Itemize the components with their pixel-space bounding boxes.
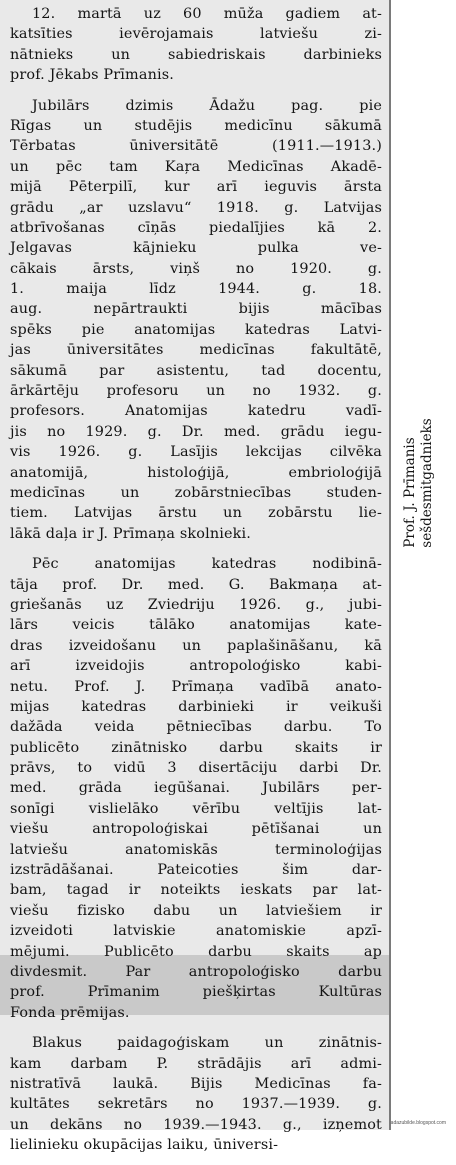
text-line: dažāda veida pētniecības darbu. To — [10, 719, 382, 736]
text-line: vis 1926. g. Lasījis lekcijas cilvēka — [10, 444, 382, 461]
text-line: aug. nepārtraukti bijis mācības — [10, 301, 382, 318]
text-line: jis no 1929. g. Dr. med. grādu iegu- — [10, 423, 382, 440]
side-caption — [394, 398, 444, 568]
text-line: spēks pie anatomijas katedras Latvi- — [10, 321, 382, 338]
text-line: lārs veicis tālāko anatomijas kate- — [10, 617, 382, 634]
text-line: Pēc anatomijas katedras nodibinā- — [32, 556, 382, 573]
text-line: sonīgi vislielāko vērību veltījis lat- — [10, 800, 382, 817]
text-line: med. grāda iegūšanai. Jubilārs per- — [10, 780, 382, 797]
text-line: un dekāns no 1939.—1943. g., izņemot — [10, 1116, 382, 1133]
text-line: atbrīvošanas cīņās piedalījies kā 2. — [10, 219, 382, 236]
text-line: viešu antropoloģiskai pētīšanai un — [10, 821, 382, 838]
column-rule — [389, 0, 391, 1130]
text-line: 12. martā uz 60 mūža gadiem at- — [32, 6, 382, 22]
caption-line-name: Prof. J. Prīmanis — [402, 437, 418, 548]
caption-text — [402, 418, 436, 547]
article-paragraph — [10, 96, 382, 545]
text-line: prāvs, to vidū 3 disertāciju darbi Dr. — [10, 760, 382, 777]
text-line: izstrādāšanai. Pateicoties šim dar- — [10, 862, 382, 879]
text-line: profesors. Anatomijas katedru vadī- — [10, 403, 382, 420]
text-line: nātnieks un sabiedriskais darbinieks — [10, 46, 382, 63]
text-line: katsīties ievērojamais latviešu zi- — [10, 26, 382, 43]
text-line: prof. Prīmanim piešķirtas Kultūras — [10, 984, 382, 1001]
article-paragraph — [10, 4, 382, 86]
text-line: Fonda prēmijas. — [10, 1004, 130, 1021]
text-line: nistratīvā laukā. Bijis Medicīnas fa- — [10, 1075, 382, 1092]
text-line: anatomijā, histoloģijā, embrioloģijā — [10, 464, 382, 481]
text-line: dras izveidošanu un paplašināšanu, kā — [10, 637, 382, 654]
text-line: Jubilārs dzimis Ādažu pag. pie — [32, 97, 382, 114]
text-line: medicīnas un zobārstniecības studen- — [10, 484, 382, 501]
text-line: mējumi. Publicēto darbu skaits ap — [10, 943, 382, 960]
text-line: prof. Jēkabs Prīmanis. — [10, 67, 174, 84]
text-line: bam, tagad ir noteikts ieskats par lat- — [10, 882, 382, 899]
text-line: un pēc tam Kaŗa Medicīnas Akadē- — [10, 158, 382, 175]
text-line: mijas katedras darbinieki ir veikuši — [10, 698, 382, 715]
text-line: sākumā par asistentu, tad docentu, — [10, 362, 382, 379]
text-line: divdesmit. Par antropoloģisko darbu — [10, 963, 382, 980]
caption-line-subtitle: sešdesmitgadnieks — [419, 418, 435, 548]
text-line: Tērbatas ūniversitātē (1911.—1913.) — [10, 138, 382, 155]
article-paragraph — [10, 1033, 382, 1155]
text-line: kultātes sekretārs no 1937.—1939. g. — [10, 1096, 382, 1113]
text-line: Blakus paidagoģiskam un zinātnis- — [32, 1035, 382, 1052]
text-line: kam darbam P. strādājis arī admi- — [10, 1055, 382, 1072]
text-line: 1. maija līdz 1944. g. 18. — [10, 281, 382, 298]
text-line: grādu „ar uzslavu“ 1918. g. Latvijas — [10, 199, 382, 216]
text-line: mijā Pēterpilī, kur arī ieguvis ārsta — [10, 179, 382, 196]
text-line: Rīgas un studējis medicīnu sākumā — [10, 117, 382, 134]
text-line: izveidoti latviskie anatomiskie apzī- — [10, 923, 382, 940]
text-line: tāja prof. Dr. med. G. Bakmaņa at- — [10, 576, 382, 593]
text-line: publicēto zinātnisko darbu skaits ir — [10, 739, 382, 756]
text-line: jas ūniversitātes medicīnas fakultātē, — [10, 342, 382, 359]
text-line: griešanās uz Zviedriju 1926. g., jubi- — [10, 596, 382, 613]
text-line: netu. Prof. J. Prīmaņa vadībā anato- — [10, 678, 382, 695]
text-line: lielinieku okupācijas laiku, ūniversi- — [10, 1137, 279, 1154]
text-line: arī izveidojis antropoloģisko kabi- — [10, 658, 382, 675]
text-line: viešu fizisko dabu un latviešiem ir — [10, 902, 382, 919]
article-paragraph — [10, 554, 382, 1023]
text-line: latviešu anatomiskās terminoloģijas — [10, 841, 382, 858]
text-line: Jelgavas kājnieku pulka ve- — [10, 240, 382, 257]
text-line: cākais ārsts, viņš no 1920. g. — [10, 260, 382, 277]
text-line: lākā daļa ir J. Prīmaņa skolnieki. — [10, 525, 252, 542]
watermark: adazubilde.blogspot.com — [390, 1120, 446, 1126]
text-line: ārkārtēju profesoru un no 1932. g. — [10, 383, 382, 400]
text-line: tiem. Latvijas ārstu un zobārstu lie- — [10, 505, 382, 522]
article-column — [10, 4, 382, 1165]
